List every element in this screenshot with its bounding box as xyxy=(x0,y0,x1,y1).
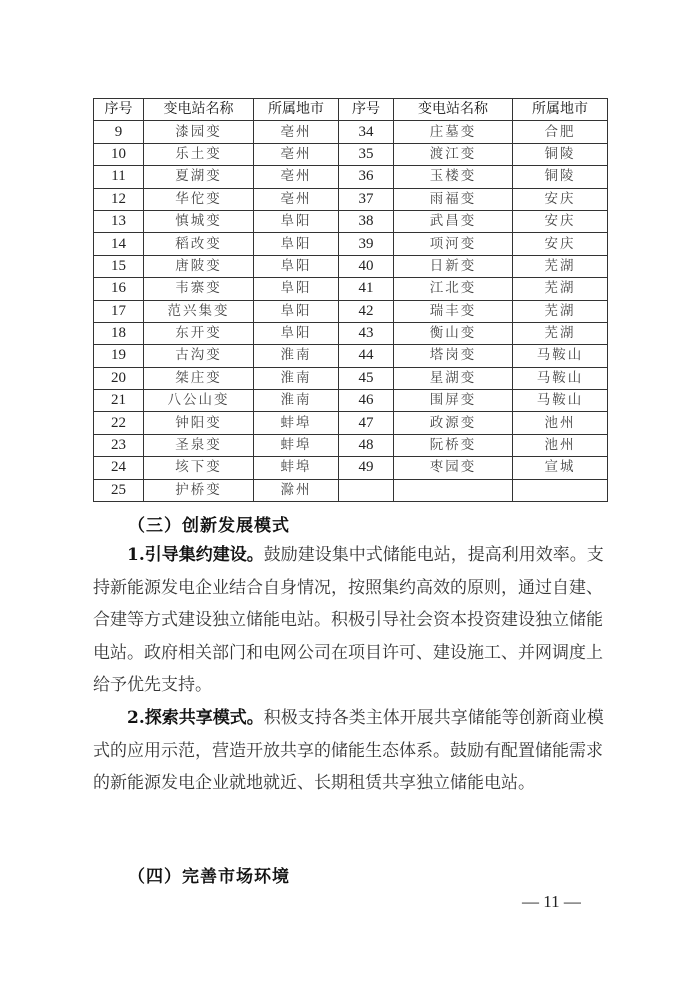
cell-city: 芜湖 xyxy=(513,255,608,277)
cell-station-name xyxy=(394,479,513,501)
cell-index: 45 xyxy=(339,367,394,389)
cell-city: 宣城 xyxy=(513,457,608,479)
table-row xyxy=(94,367,608,389)
cell-city: 亳州 xyxy=(254,166,339,188)
cell-station-name: 范兴集变 xyxy=(144,300,254,322)
cell-index: 13 xyxy=(94,210,144,232)
cell-index: 41 xyxy=(339,278,394,300)
cell-station-name: 漆园变 xyxy=(144,121,254,143)
cell-index: 40 xyxy=(339,255,394,277)
cell-station-name: 政源变 xyxy=(394,412,513,434)
cell-city: 马鞍山 xyxy=(513,367,608,389)
table-body xyxy=(94,121,608,502)
header-city: 所属地市 xyxy=(254,99,339,121)
cell-index: 9 xyxy=(94,121,144,143)
cell-city: 铜陵 xyxy=(513,166,608,188)
cell-city: 芜湖 xyxy=(513,300,608,322)
cell-index: 20 xyxy=(94,367,144,389)
cell-city: 阜阳 xyxy=(254,278,339,300)
cell-city: 亳州 xyxy=(254,121,339,143)
cell-station-name: 韦寨变 xyxy=(144,278,254,300)
cell-city: 蚌埠 xyxy=(254,457,339,479)
cell-station-name: 垓下变 xyxy=(144,457,254,479)
cell-city xyxy=(513,479,608,501)
cell-city: 安庆 xyxy=(513,188,608,210)
cell-station-name: 瑞丰变 xyxy=(394,300,513,322)
cell-station-name: 庄墓变 xyxy=(394,121,513,143)
cell-station-name: 圣泉变 xyxy=(144,434,254,456)
cell-station-name: 桀庄变 xyxy=(144,367,254,389)
table-row xyxy=(94,278,608,300)
cell-index: 19 xyxy=(94,345,144,367)
page-number: — 11 — xyxy=(522,892,581,911)
cell-city: 安庆 xyxy=(513,210,608,232)
cell-station-name: 江北变 xyxy=(394,278,513,300)
cell-index: 38 xyxy=(339,210,394,232)
cell-city: 蚌埠 xyxy=(254,412,339,434)
cell-index: 12 xyxy=(94,188,144,210)
cell-station-name: 稻改变 xyxy=(144,233,254,255)
cell-index: 35 xyxy=(339,143,394,165)
cell-index: 16 xyxy=(94,278,144,300)
cell-index: 44 xyxy=(339,345,394,367)
cell-index: 43 xyxy=(339,322,394,344)
cell-station-name: 项河变 xyxy=(394,233,513,255)
cell-index: 49 xyxy=(339,457,394,479)
cell-city: 马鞍山 xyxy=(513,345,608,367)
cell-index: 46 xyxy=(339,390,394,412)
cell-city: 淮南 xyxy=(254,367,339,389)
cell-city: 淮南 xyxy=(254,390,339,412)
cell-city: 阜阳 xyxy=(254,255,339,277)
cell-station-name: 武昌变 xyxy=(394,210,513,232)
cell-city: 阜阳 xyxy=(254,322,339,344)
cell-index: 24 xyxy=(94,457,144,479)
cell-index: 39 xyxy=(339,233,394,255)
header-index: 序号 xyxy=(339,99,394,121)
header-index: 序号 xyxy=(94,99,144,121)
cell-station-name: 塔岗变 xyxy=(394,345,513,367)
cell-city: 马鞍山 xyxy=(513,390,608,412)
cell-city: 芜湖 xyxy=(513,278,608,300)
cell-index: 21 xyxy=(94,390,144,412)
cell-station-name: 古沟变 xyxy=(144,345,254,367)
cell-station-name: 枣园变 xyxy=(394,457,513,479)
cell-index xyxy=(339,479,394,501)
cell-city: 芜湖 xyxy=(513,322,608,344)
item-2-lead: 2.探索共享模式。 xyxy=(127,708,264,728)
cell-index: 37 xyxy=(339,188,394,210)
cell-city: 淮南 xyxy=(254,345,339,367)
cell-station-name: 夏湖变 xyxy=(144,166,254,188)
cell-station-name: 雨福变 xyxy=(394,188,513,210)
header-station-name: 变电站名称 xyxy=(394,99,513,121)
cell-city: 亳州 xyxy=(254,188,339,210)
cell-city: 阜阳 xyxy=(254,233,339,255)
cell-index: 18 xyxy=(94,322,144,344)
cell-station-name: 华佗变 xyxy=(144,188,254,210)
cell-station-name: 玉楼变 xyxy=(394,166,513,188)
cell-city: 安庆 xyxy=(513,233,608,255)
cell-index: 15 xyxy=(94,255,144,277)
cell-city: 阜阳 xyxy=(254,210,339,232)
cell-city: 亳州 xyxy=(254,143,339,165)
cell-station-name: 东开变 xyxy=(144,322,254,344)
section-heading-4: （四）完善市场环境 xyxy=(128,867,290,887)
table-row xyxy=(94,412,608,434)
cell-city: 池州 xyxy=(513,412,608,434)
paragraph-item-2 xyxy=(93,702,613,800)
cell-station-name: 围屏变 xyxy=(394,390,513,412)
cell-city: 滁州 xyxy=(254,479,339,501)
paragraph-item-1 xyxy=(93,539,613,702)
table-row xyxy=(94,233,608,255)
cell-index: 17 xyxy=(94,300,144,322)
cell-station-name: 乐土变 xyxy=(144,143,254,165)
substation-table xyxy=(93,98,608,502)
table-header-row xyxy=(94,99,608,121)
cell-station-name: 钟阳变 xyxy=(144,412,254,434)
table-row xyxy=(94,255,608,277)
cell-index: 42 xyxy=(339,300,394,322)
table-row xyxy=(94,390,608,412)
header-station-name: 变电站名称 xyxy=(144,99,254,121)
table-row xyxy=(94,434,608,456)
cell-station-name: 唐陂变 xyxy=(144,255,254,277)
cell-index: 34 xyxy=(339,121,394,143)
table-row xyxy=(94,121,608,143)
cell-station-name: 渡江变 xyxy=(394,143,513,165)
cell-station-name: 星湖变 xyxy=(394,367,513,389)
cell-station-name: 阮桥变 xyxy=(394,434,513,456)
cell-city: 铜陵 xyxy=(513,143,608,165)
table-row xyxy=(94,322,608,344)
cell-index: 48 xyxy=(339,434,394,456)
table-row xyxy=(94,210,608,232)
cell-index: 47 xyxy=(339,412,394,434)
cell-index: 36 xyxy=(339,166,394,188)
cell-index: 14 xyxy=(94,233,144,255)
cell-index: 10 xyxy=(94,143,144,165)
table-row xyxy=(94,457,608,479)
cell-city: 合肥 xyxy=(513,121,608,143)
table-row xyxy=(94,188,608,210)
table-row xyxy=(94,345,608,367)
cell-city: 池州 xyxy=(513,434,608,456)
item-1-lead: 1.引导集约建设。 xyxy=(127,545,264,565)
cell-city: 阜阳 xyxy=(254,300,339,322)
section-heading-3: （三）创新发展模式 xyxy=(128,516,290,536)
table-row xyxy=(94,166,608,188)
table-row xyxy=(94,143,608,165)
cell-station-name: 慎城变 xyxy=(144,210,254,232)
cell-station-name: 八公山变 xyxy=(144,390,254,412)
cell-station-name: 护桥变 xyxy=(144,479,254,501)
item-1-text: 鼓励建设集中式储能电站，提高利用效率。支持新能源发电企业结合自身情况，按照集约高效的原则，通过自建、合建等方式建设独立储能电站。积极引导社会资本投资建设独立储能电站。政府相关部门和电网公司在项目许可、建设施工、并网调度上给予优先支持。 xyxy=(93,545,604,695)
item-2-text: 积极支持各类主体开展共享储能等创新商业模式的应用示范，营造开放共享的储能生态体系。鼓励有配置储能需求的新能源发电企业就地就近、长期租赁共享独立储能电站。 xyxy=(93,708,604,793)
table-row xyxy=(94,300,608,322)
cell-index: 11 xyxy=(94,166,144,188)
header-city: 所属地市 xyxy=(513,99,608,121)
cell-index: 23 xyxy=(94,434,144,456)
table-row xyxy=(94,479,608,501)
cell-index: 22 xyxy=(94,412,144,434)
cell-station-name: 衡山变 xyxy=(394,322,513,344)
cell-city: 蚌埠 xyxy=(254,434,339,456)
cell-station-name: 日新变 xyxy=(394,255,513,277)
cell-index: 25 xyxy=(94,479,144,501)
